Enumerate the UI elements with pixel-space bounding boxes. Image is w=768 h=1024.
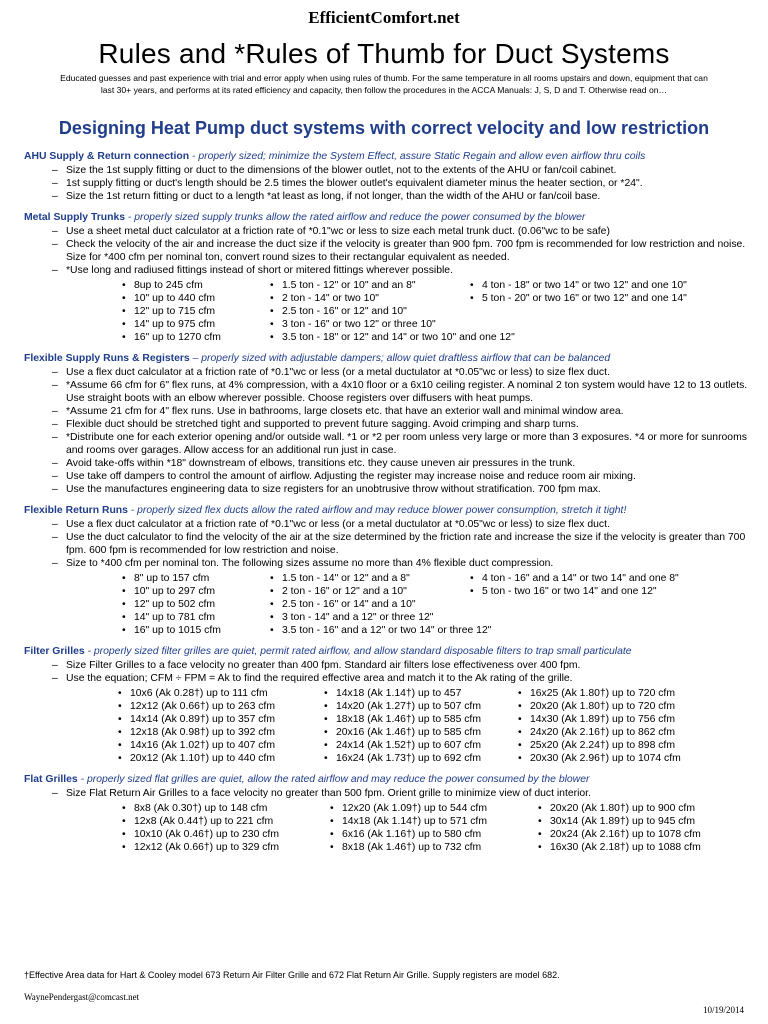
list-item: • 8" up to 157 cfm [122, 572, 270, 585]
list-item: • 12x8 (Ak 0.44†) up to 221 cfm [122, 815, 330, 828]
tons-column [270, 572, 492, 637]
list-item: • 24x14 (Ak 1.52†) up to 607 cfm [324, 739, 518, 752]
list-item: • 20x30 (Ak 2.96†) up to 1074 cfm [518, 752, 728, 765]
sizes-column [122, 279, 270, 344]
grille-column [518, 687, 728, 765]
bullet: – Use take off dampers to control the amount of airflow. Adjusting the register may increase noise and reduce room air mixing. [52, 470, 754, 483]
list-item: • 10" up to 297 cfm [122, 585, 270, 598]
bullet: – Use a sheet metal duct calculator at a friction rate of *0.1"wc or less to size each metal trunk duct. (0.06"wc to be safe) [52, 225, 754, 238]
section-heading [24, 504, 754, 517]
list-item: • 16x24 (Ak 1.73†) up to 692 cfm [324, 752, 518, 765]
list-item: • 20x24 (Ak 2.16†) up to 1078 cfm [538, 828, 748, 841]
list-item: • 20x16 (Ak 1.46†) up to 585 cfm [324, 726, 518, 739]
section-filter-grilles [24, 645, 754, 765]
section-title: Filter Grilles [24, 646, 85, 657]
list-item: • 20x20 (Ak 1.80†) up to 720 cfm [518, 700, 728, 713]
author-email: WaynePendergast@comcast.net [24, 992, 140, 1002]
bullet: – Size the 1st return fitting or duct to a length *at least as long, if not longer, than the width of the AHU or fan/coil base. [52, 190, 754, 203]
bullet: – *Use long and radiused fittings instead of short or mitered fittings wherever possible. [52, 264, 754, 277]
list-item: • 2.5 ton - 16" or 12" and 10" [270, 305, 470, 318]
page-title: Rules and *Rules of Thumb for Duct Systems [98, 38, 670, 69]
list-item: • 2 ton - 16" or 12" and a 10" [270, 585, 470, 598]
document-date: 10/19/2014 [702, 1005, 744, 1015]
list-item: • 20x20 (Ak 1.80†) up to 900 cfm [538, 802, 748, 815]
bullet: – Use the manufactures engineering data to size registers for an unobtrusive throw without stratification. 700 fpm max. [52, 483, 754, 496]
list-item: • 5 ton - 20" or two 16" or two 12" and one 14" [470, 292, 730, 305]
list-item: • 16" up to 1270 cfm [122, 331, 270, 344]
bullet: – Check the velocity of the air and increase the duct size if the velocity is greater than 900 fpm. 700 fpm is recommended for low restriction and noise. Size for *400 cfm per nominal ton, convert round sizes to their rectangular equivalent as needed. [52, 238, 754, 264]
bullet: – Size Filter Grilles to a face velocity no greater than 400 fpm. Standard air filters lose effectiveness over 400 fpm. [52, 659, 754, 672]
size-columns [122, 279, 754, 344]
list-item: • 10" up to 440 cfm [122, 292, 270, 305]
list-item: • 14" up to 975 cfm [122, 318, 270, 331]
section-flex-return [24, 504, 754, 637]
bullet: – Flexible duct should be stretched tight and supported to prevent future sagging. Avoid crimping and sharp turns. [52, 418, 754, 431]
grille-column [538, 802, 748, 854]
content [24, 150, 754, 862]
bullet: – Avoid take-offs within *18" downstream of elbows, transitions etc. they cause uneven air pressures in the trunk. [52, 457, 754, 470]
list-item: • 4 ton - 16" and a 14" or two 14" and one 8" [470, 572, 730, 585]
section-metal-supply [24, 211, 754, 344]
list-item: • 10x10 (Ak 0.46†) up to 230 cfm [122, 828, 330, 841]
bullet: – *Distribute one for each exterior opening and/or outside wall. *1 or *2 per room unless very large or more than 3 exposures. *4 or more for sunrooms and rooms over garages. Allow access for an additional run just in case. [52, 431, 754, 457]
section-desc: – properly sized with adjustable dampers; allow quiet draftless airflow that can be balanced [189, 353, 611, 364]
list-item: • 4 ton - 18" or two 14" or two 12" and one 10" [470, 279, 730, 292]
list-item: • 12" up to 502 cfm [122, 598, 270, 611]
list-item: • 2 ton - 14" or two 10" [270, 292, 470, 305]
list-item: • 12x20 (Ak 1.09†) up to 544 cfm [330, 802, 538, 815]
bullet: – *Assume 66 cfm for 6" flex runs, at 4% compression, with a 4x10 floor or a 6x10 ceiling register. A nominal 2 ton system would have 12 to 13 outlets. Use straight boots with an elbow wherever possible. Choose registers over diffusers with heat pumps. [52, 379, 754, 405]
section-title: Flexible Supply Runs & Registers [24, 353, 190, 364]
grille-columns [122, 802, 754, 854]
list-item: • 14x20 (Ak 1.27†) up to 507 cfm [324, 700, 518, 713]
bullet: – *Assume 21 cfm for 4" flex runs. Use in bathrooms, large closets etc. that have an exterior wall and minimal window area. [52, 405, 754, 418]
bullet: – 1st supply fitting or duct's length should be 2.5 times the blower outlet's equivalent diameter minus the heater section, or *24". [52, 177, 754, 190]
footnote: †Effective Area data for Hart & Cooley model 673 Return Air Filter Grille and 672 Flat Return Air Grille. Supply registers are model 682. [24, 970, 560, 980]
list-item: • 30x14 (Ak 1.89†) up to 945 cfm [538, 815, 748, 828]
list-item: • 14x18 (Ak 1.14†) up to 571 cfm [330, 815, 538, 828]
list-item: • 14x16 (Ak 1.02†) up to 407 cfm [118, 739, 324, 752]
list-item: • 24x20 (Ak 2.16†) up to 862 cfm [518, 726, 728, 739]
page-subtitle: Designing Heat Pump duct systems with correct velocity and low restriction [58, 118, 710, 138]
list-item: • 8x8 (Ak 0.30†) up to 148 cfm [122, 802, 330, 815]
intro-text: Educated guesses and past experience with trial and error apply when using rules of thumb. For the same temperature in all rooms upstairs and down, equipment that can last 30+ years, and performs at its rated efficiency and capacity, then follow the procedures in the ACCA Manuals: J, S, D and T. Otherwise read on… [60, 73, 708, 95]
section-heading [24, 645, 754, 658]
section-heading [24, 352, 754, 365]
grille-column [122, 802, 330, 854]
list-item: • 14x14 (Ak 0.89†) up to 357 cfm [118, 713, 324, 726]
section-desc: - properly sized flat grilles are quiet, allow the rated airflow and may reduce the power consumed by the blower [77, 774, 590, 785]
section-desc: - properly sized supply trunks allow the rated airflow and reduce the power consumed by the blower [125, 212, 586, 223]
list-item: • 1.5 ton - 14" or 12" and a 8" [270, 572, 470, 585]
bullet: – Use the equation; CFM ÷ FPM = Ak to find the required effective area and match it to the Ak rating of the grille. [52, 672, 754, 685]
section-heading [24, 773, 754, 786]
list-item: • 10x6 (Ak 0.28†) up to 111 cfm [118, 687, 324, 700]
section-desc: - properly sized flex ducts allow the rated airflow and may reduce blower power consumption, stretch it tight! [127, 505, 627, 516]
section-flex-supply [24, 352, 754, 496]
list-item: • 3.5 ton - 16" and a 12" or two 14" or three 12" [270, 624, 470, 637]
list-item: • 12" up to 715 cfm [122, 305, 270, 318]
section-heading [24, 150, 754, 163]
section-desc: - properly sized filter grilles are quiet, permit rated airflow, and allow standard disposable filters to trap small particulate [84, 646, 632, 657]
list-item: • 25x20 (Ak 2.24†) up to 898 cfm [518, 739, 728, 752]
section-ahu [24, 150, 754, 203]
sizes-column [122, 572, 270, 637]
grille-column [330, 802, 538, 854]
tons-column-2 [470, 572, 730, 637]
list-item: • 14x30 (Ak 1.89†) up to 756 cfm [518, 713, 728, 726]
section-desc: - properly sized; minimize the System Effect, assure Static Regain and allow even airflow thru coils [189, 151, 646, 162]
site-name: EfficientComfort.net [308, 8, 460, 27]
section-title: Metal Supply Trunks [24, 212, 126, 223]
size-columns [122, 572, 754, 637]
bullet: – Use the duct calculator to find the velocity of the air at the size determined by the friction rate and increase the size if the velocity is greater than 700 fpm. 600 fpm is recommended for low restriction and noise. [52, 531, 754, 557]
grille-column [324, 687, 518, 765]
list-item: • 8x18 (Ak 1.46†) up to 732 cfm [330, 841, 538, 854]
list-item: • 12x12 (Ak 0.66†) up to 263 cfm [118, 700, 324, 713]
list-item: • 3.5 ton - 18" or 12" and 14" or two 10" and one 12" [270, 331, 470, 344]
list-item: • 3 ton - 14" and a 12" or three 12" [270, 611, 470, 624]
list-item: • 6x16 (Ak 1.16†) up to 580 cfm [330, 828, 538, 841]
bullet: – Size the 1st supply fitting or duct to the dimensions of the blower outlet, not to the extents of the AHU or fan/coil cabinet. [52, 164, 754, 177]
section-title: Flat Grilles [24, 774, 78, 785]
list-item: • 16" up to 1015 cfm [122, 624, 270, 637]
section-heading [24, 211, 754, 224]
list-item: • 8up to 245 cfm [122, 279, 270, 292]
list-item: • 20x12 (Ak 1.10†) up to 440 cfm [118, 752, 324, 765]
list-item: • 3 ton - 16" or two 12" or three 10" [270, 318, 470, 331]
list-item: • 16x30 (Ak 2.18†) up to 1088 cfm [538, 841, 748, 854]
tons-column [270, 279, 515, 344]
list-item: • 5 ton - two 16" or two 14" and one 12" [470, 585, 730, 598]
section-title: Flexible Return Runs [24, 505, 128, 516]
list-item: • 2.5 ton - 16" or 14" and a 10" [270, 598, 470, 611]
grille-columns [122, 687, 754, 765]
list-item: • 16x25 (Ak 1.80†) up to 720 cfm [518, 687, 728, 700]
list-item: • 14x18 (Ak 1.14†) up to 457 [324, 687, 518, 700]
bullet: – Size Flat Return Air Grilles to a face velocity no greater than 500 fpm. Orient grille to minimize view of duct interior. [52, 787, 754, 800]
grille-column [118, 687, 324, 765]
list-item: • 1.5 ton - 12" or 10" and an 8" [270, 279, 470, 292]
bullet: – Use a flex duct calculator at a friction rate of *0.1"wc or less (or a metal ductulator at *0.05"wc or less) to size flex duct. [52, 366, 754, 379]
section-title: AHU Supply & Return connection [24, 151, 190, 162]
section-flat-grilles [24, 773, 754, 854]
list-item: • 12x12 (Ak 0.66†) up to 329 cfm [122, 841, 330, 854]
bullet: – Size to *400 cfm per nominal ton. The following sizes assume no more than 4% flexible duct compression. [52, 557, 754, 570]
list-item: • 12x18 (Ak 0.98†) up to 392 cfm [118, 726, 324, 739]
bullet: – Use a flex duct calculator at a friction rate of *0.1"wc or less (or a metal ductulator at *0.05"wc or less) to size flex duct. [52, 518, 754, 531]
list-item: • 14" up to 781 cfm [122, 611, 270, 624]
list-item: • 18x18 (Ak 1.46†) up to 585 cfm [324, 713, 518, 726]
